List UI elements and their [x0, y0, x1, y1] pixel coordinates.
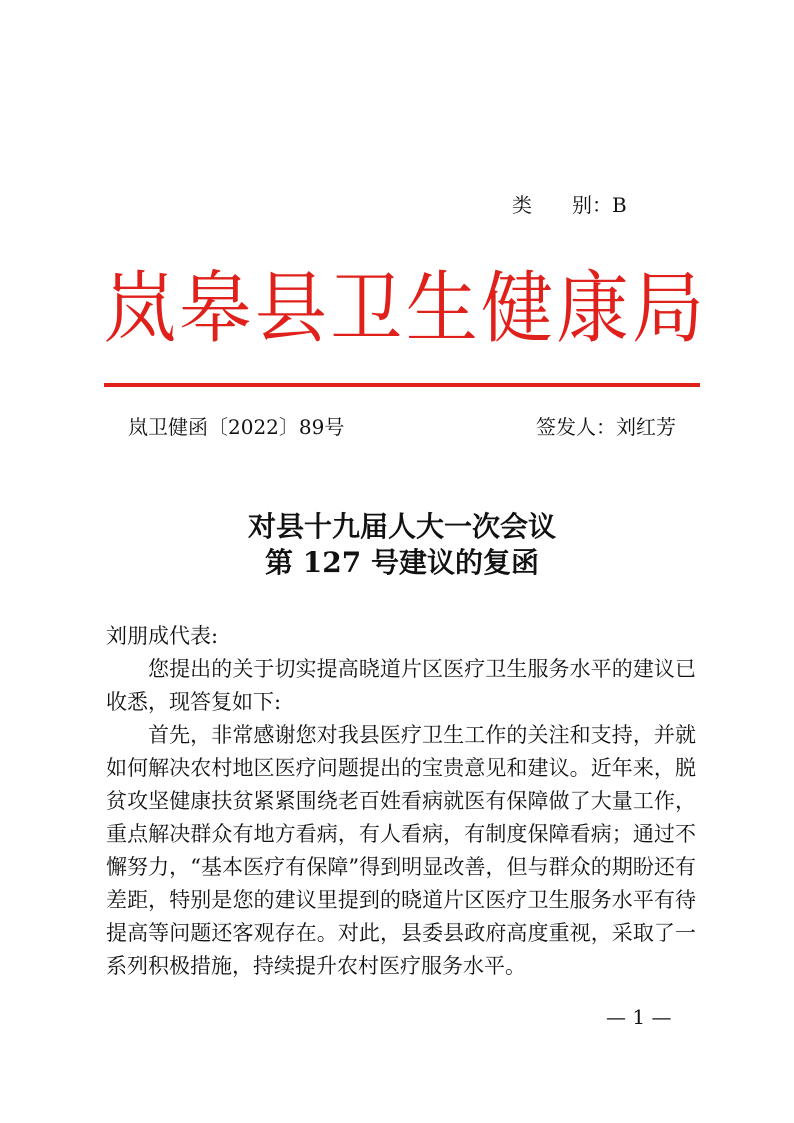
signer-name: 刘红芳	[616, 415, 676, 439]
signer	[536, 414, 676, 440]
category-value: B	[612, 193, 627, 217]
title-line-1: 对县十九届人大一次会议	[247, 510, 556, 543]
paragraph-response: 首先，非常感谢您对我县医疗卫生工作的关注和支持，并就如何解决农村地区医疗问题提出的宝贵意见和建议。近年来，脱贫攻坚健康扶贫紧紧围绕老百姓看病就医有保障做了大量工作，重点解决群众有地方看病，有人看病，有制度保障看病；通过不懈努力，“基本医疗有保障”得到明显改善，但与群众的期盼还有差距，特别是您的建议里提到的晓道片区医疗卫生服务水平有待提高等问题还客观存在。对此，县委县政府高度重视，采取了一系列积极措施，持续提升农村医疗服务水平。	[106, 723, 696, 978]
red-separator-line	[104, 383, 700, 387]
org-name-char: 县	[254, 262, 327, 354]
paragraph-acknowledgement: 您提出的关于切实提高晓道片区医疗卫生服务水平的建议已收悉，现答复如下:	[106, 657, 696, 714]
org-name-char: 卫	[330, 262, 403, 354]
org-name-char: 局	[631, 262, 704, 354]
category-line	[512, 192, 627, 218]
org-name-char: 康	[556, 262, 629, 354]
document-title	[104, 509, 700, 581]
signer-label: 签发人：	[536, 415, 616, 439]
document-body	[106, 620, 696, 983]
category-label: 类 别：	[512, 193, 612, 217]
org-name-char: 岚	[104, 262, 177, 354]
issuing-organization-title	[104, 262, 704, 354]
document-number: 岚卫健函〔2022〕89号	[128, 415, 345, 439]
salutation: 刘朋成代表:	[106, 624, 219, 648]
org-name-char: 皋	[179, 262, 252, 354]
document-meta-row	[128, 414, 676, 440]
page-number: — 1 —	[606, 1005, 672, 1029]
org-name-char: 生	[405, 262, 478, 354]
org-name-char: 健	[481, 262, 554, 354]
title-line-2: 第 127 号建议的复函	[265, 546, 539, 579]
